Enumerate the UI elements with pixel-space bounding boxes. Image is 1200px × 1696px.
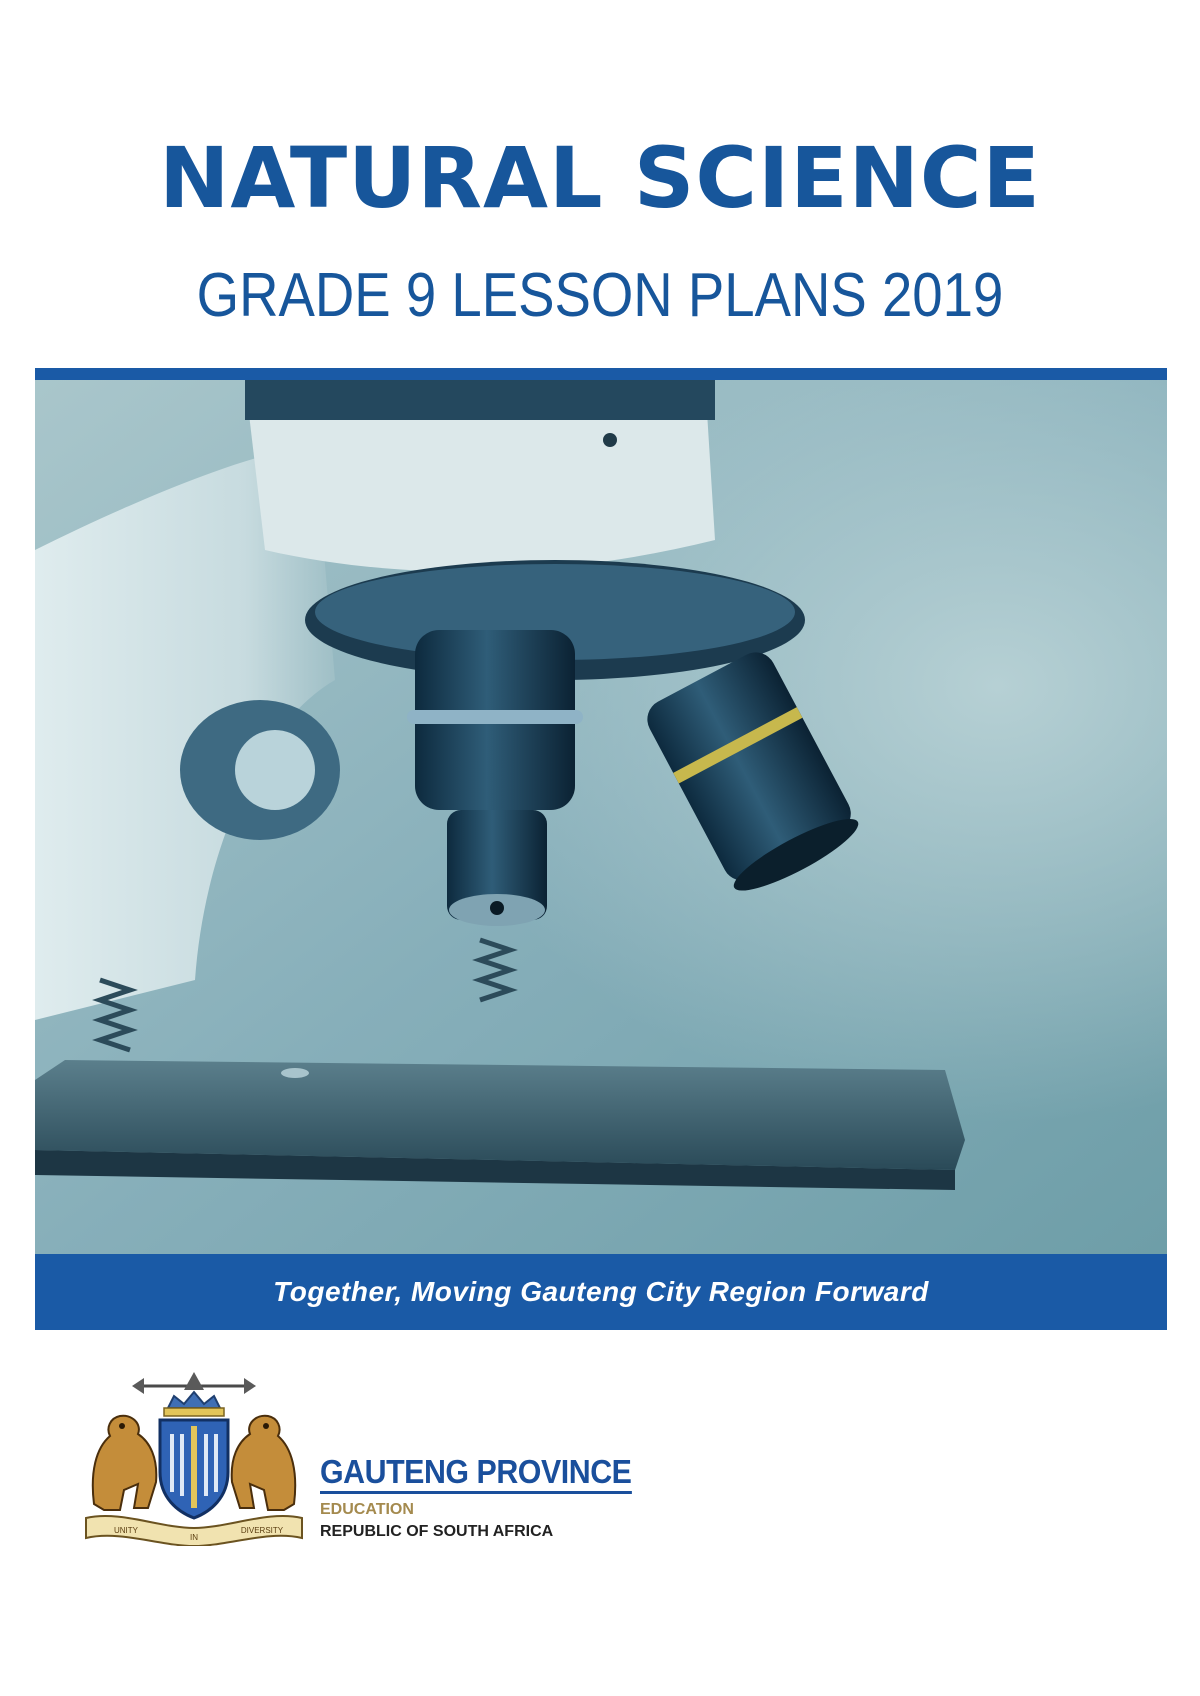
crest-motto-2: IN xyxy=(190,1533,198,1542)
slogan-banner xyxy=(35,1254,1167,1330)
slogan-text: Together, Moving Gauteng City Region Forward xyxy=(273,1276,929,1307)
crest-motto-1: UNITY xyxy=(114,1526,138,1535)
cover-subtitle: GRADE 9 LESSON PLANS 2019 xyxy=(196,261,1004,330)
cover-title: NATURAL SCIENCE xyxy=(159,129,1041,227)
department-name: EDUCATION xyxy=(320,1501,414,1518)
coat-of-arms-icon xyxy=(80,1372,308,1546)
province-name: GAUTENG PROVINCE xyxy=(320,1453,631,1494)
microscope-photo xyxy=(35,380,1167,1254)
country-name: REPUBLIC OF SOUTH AFRICA xyxy=(320,1523,554,1540)
header-rule xyxy=(35,368,1167,380)
crest-motto-3: DIVERSITY xyxy=(240,1526,284,1535)
